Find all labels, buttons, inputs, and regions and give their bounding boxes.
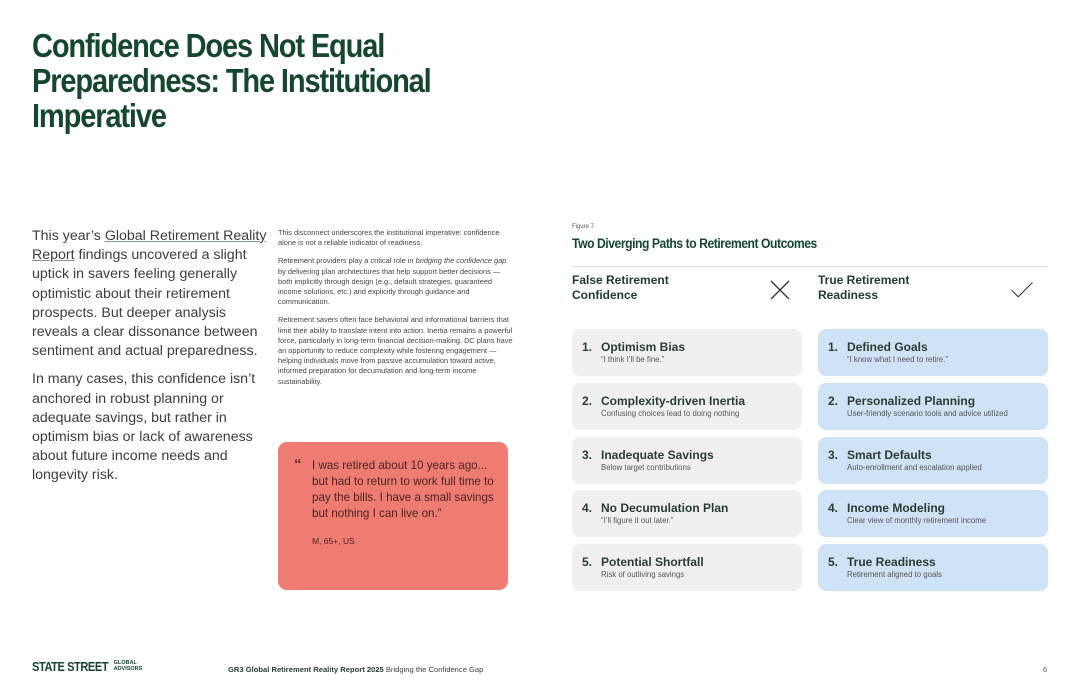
card-title-text: Potential Shortfall xyxy=(601,555,704,570)
card-title xyxy=(828,340,1038,354)
figure-title: Two Diverging Paths to Retirement Outcomes xyxy=(572,236,817,251)
footer-report-title: GR3 Global Retirement Reality Report 2025 xyxy=(228,665,384,674)
card-subtitle: Risk of outliving savings xyxy=(601,570,685,580)
card-title-text: Defined Goals xyxy=(847,340,928,354)
body-emphasis: bridging the confidence gap xyxy=(415,256,507,266)
card-subtitle: User-friendly scenario tools and advice utilized xyxy=(847,408,1008,418)
card-subtitle: “I’ll figure it out later.” xyxy=(601,516,674,526)
card-title-text: True Readiness xyxy=(847,555,936,570)
card-title-text: No Decumulation Plan xyxy=(601,501,729,516)
body-column xyxy=(278,228,514,395)
body-paragraph-1: This disconnect underscores the institutional imperative: confidence alone is not a reliable indicator of readiness. xyxy=(278,228,500,248)
quote-author: M, 65+, US xyxy=(312,536,355,546)
body-paragraph-2 xyxy=(278,256,514,307)
card-number: 2. xyxy=(828,393,839,408)
logo-subtext: GLOBAL ADVISORS xyxy=(113,660,143,672)
card-number: 4. xyxy=(582,501,593,516)
card-subtitle: Confusing choices lead to doing nothing xyxy=(601,408,740,418)
x-icon xyxy=(768,278,792,302)
card-title xyxy=(582,555,792,569)
quote-text: I was retired about 10 years ago... but had to return to work full time to pay the bills. I have a small savings but nothing I can live on.” xyxy=(312,459,494,520)
true-path-card xyxy=(818,383,1048,430)
false-path-card xyxy=(572,490,802,537)
card-subtitle: “I know what I need to retire.” xyxy=(847,355,948,364)
card-number: 1. xyxy=(828,340,839,354)
card-title xyxy=(582,394,792,408)
figure-label: Figure 7 xyxy=(572,224,595,230)
card-title-text: Complexity-driven Inertia xyxy=(601,393,746,408)
figure-divider xyxy=(572,266,1048,267)
card-number: 5. xyxy=(582,555,593,570)
card-title xyxy=(582,501,792,515)
card-number: 5. xyxy=(828,555,839,570)
quote-mark-icon: “ xyxy=(294,456,302,473)
card-subtitle: Retirement aligned to goals xyxy=(847,570,942,580)
card-title xyxy=(828,501,1038,515)
card-subtitle: Clear view of monthly retirement income xyxy=(847,516,987,526)
true-path-list xyxy=(818,329,1048,598)
card-title xyxy=(828,448,1038,462)
card-subtitle: Auto-enrollment and escalation applied xyxy=(847,462,982,472)
check-icon xyxy=(1010,278,1034,302)
body-paragraph-3: Retirement savers often face behavioral and informational barriers that limit their ability to translate intent into action. Inertia remains a powerful force, particularly in long-term financial decision-making. DC plans have an opportunity to reduce complexity while fostering engagement — helping individuals move from passive accumulation toward active, informed preparation for decumulation and long-term income sustainability. xyxy=(278,315,513,386)
page-number: 6 xyxy=(1043,665,1048,674)
card-title-text: Smart Defaults xyxy=(847,447,932,462)
false-path-card xyxy=(572,437,802,484)
brand-logo xyxy=(32,659,154,674)
lead-text-span: findings uncovered a slight uptick in savers feeling generally optimistic about their retirement prospects. But deeper analysis reveals a clear dissonance between sentiment and actual preparedness. xyxy=(32,247,258,360)
lead-text xyxy=(32,227,268,495)
true-readiness-heading: True Retirement Readiness xyxy=(818,273,910,302)
card-subtitle: “I think I’ll be fine.” xyxy=(601,355,665,364)
card-number: 3. xyxy=(828,447,839,462)
footer-section-title: Bridging the Confidence Gap xyxy=(385,665,484,674)
card-title xyxy=(828,555,1038,569)
card-title xyxy=(828,394,1038,408)
false-confidence-heading: False Retirement Confidence xyxy=(572,273,669,302)
false-path-card xyxy=(572,544,802,591)
true-path-card xyxy=(818,490,1048,537)
quote-card xyxy=(278,442,508,590)
true-path-card xyxy=(818,437,1048,484)
card-number: 2. xyxy=(582,393,593,408)
card-title-text: Personalized Planning xyxy=(847,393,976,408)
lead-paragraph-1 xyxy=(32,227,268,361)
card-title xyxy=(582,340,792,354)
card-number: 4. xyxy=(828,501,839,516)
report-link[interactable]: Global Retirement Reality Report xyxy=(32,228,267,264)
true-path-card xyxy=(818,329,1048,376)
body-text-span: Retirement providers play a critical role in xyxy=(278,256,416,266)
false-path-card xyxy=(572,383,802,430)
page-title: Confidence Does Not Equal Preparedness: The Institutional Imperative xyxy=(32,27,431,134)
card-title-text: Optimism Bias xyxy=(601,340,686,354)
card-subtitle: Below target contributions xyxy=(601,462,691,472)
card-number: 3. xyxy=(582,447,593,462)
card-title xyxy=(582,448,792,462)
false-path-card xyxy=(572,329,802,376)
lead-paragraph-2: In many cases, this confidence isn’t anchored in robust planning or adequate savings, but rather in optimism bias or lack of awareness about future income needs and longevity risk. xyxy=(32,371,256,484)
card-title-text: Inadequate Savings xyxy=(601,447,714,462)
lead-text-span: This year’s xyxy=(32,228,105,244)
body-text-span: by delivering plan architectures that help support better decisions — both implicitly through design (e.g., default strategies, guaranteed income solutions, etc.) and explicitly through guidance and communication. xyxy=(278,266,501,307)
logo-wordmark: STATE STREET xyxy=(32,659,109,674)
card-title-text: Income Modeling xyxy=(847,501,946,516)
footer-report-info xyxy=(228,665,483,674)
true-path-card xyxy=(818,544,1048,591)
card-number: 1. xyxy=(582,340,593,354)
false-path-list xyxy=(572,329,802,598)
